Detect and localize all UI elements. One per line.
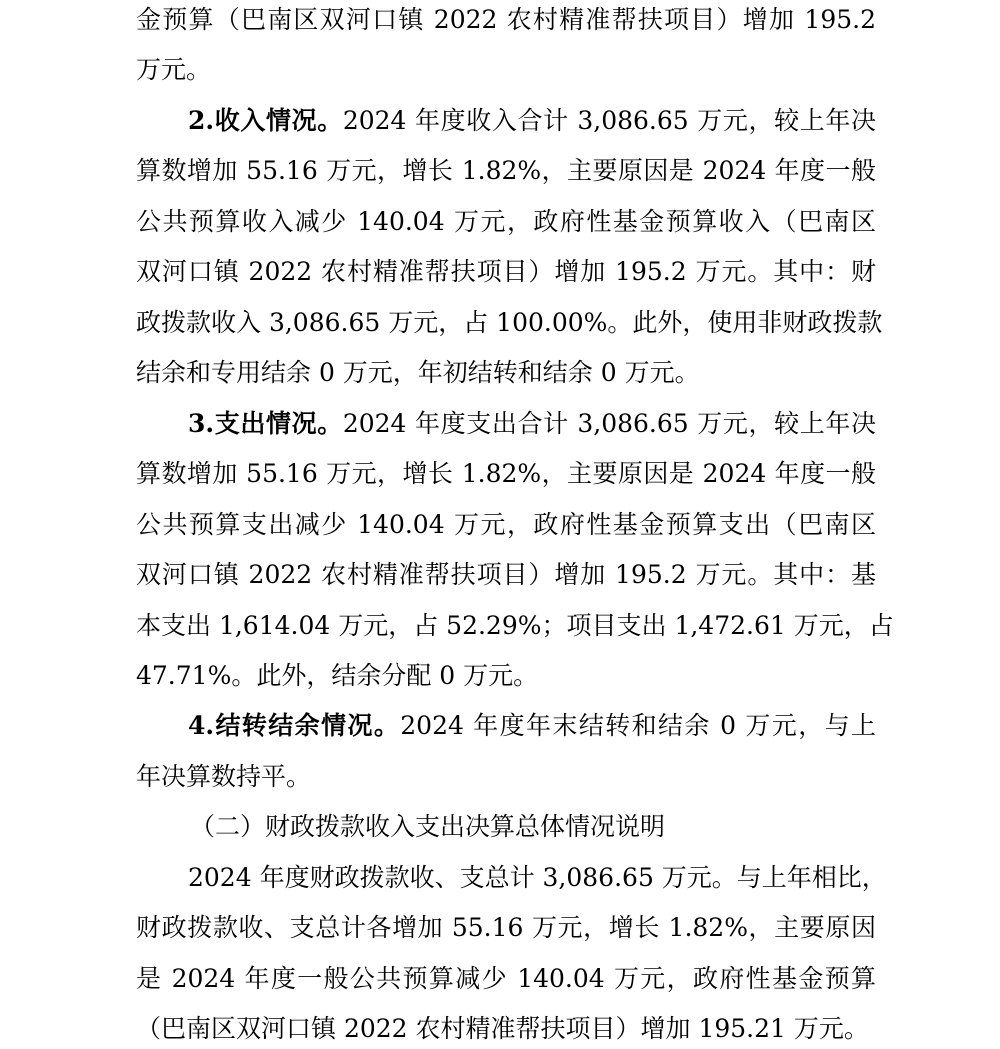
income-heading: 2.收入情况。: [188, 106, 343, 135]
paragraph-line: 算数增加 55.16 万元，增长 1.82%，主要原因是 2024 年度一般: [136, 459, 876, 488]
paragraph-line: 47.71%。此外，结余分配 0 万元。: [136, 661, 539, 690]
paragraph-line: 双河口镇 2022 农村精准帮扶项目）增加 195.2 万元。其中：基: [136, 560, 876, 589]
carryover-heading: 4.结转结余情况。: [188, 711, 401, 740]
paragraph-line: 算数增加 55.16 万元，增长 1.82%，主要原因是 2024 年度一般: [136, 156, 876, 185]
expenditure-paragraph-first-line: [136, 404, 876, 444]
paragraph-line: （巴南区双河口镇 2022 农村精准帮扶项目）增加 195.21 万元。: [136, 1014, 869, 1043]
paragraph-line: 是 2024 年度一般公共预算减少 140.04 万元，政府性基金预算: [136, 964, 876, 993]
paragraph-text: 2024 年度年末结转和结余 0 万元，与上: [400, 711, 876, 740]
income-paragraph-first-line: [136, 101, 876, 141]
paragraph-line: 2024 年度财政拨款收、支总计 3,086.65 万元。与上年相比，: [188, 863, 887, 892]
paragraph-line: 万元。: [136, 55, 212, 84]
paragraph-line: 公共预算收入减少 140.04 万元，政府性基金预算收入（巴南区: [136, 207, 876, 236]
paragraph-line: 本支出 1,614.04 万元，占 52.29%；项目支出 1,472.61 万元，占: [136, 611, 894, 640]
section-heading: （二）财政拨款收入支出决算总体情况说明: [190, 812, 666, 841]
carryover-paragraph-first-line: [136, 706, 876, 746]
paragraph-line: 公共预算支出减少 140.04 万元，政府性基金预算支出（巴南区: [136, 510, 876, 539]
paragraph-line: 财政拨款收、支总计各增加 55.16 万元，增长 1.82%，主要原因: [136, 913, 876, 942]
paragraph-text: 2024 年度收入合计 3,086.65 万元，较上年决: [342, 106, 876, 135]
paragraph-line: 结余和专用结余 0 万元，年初结转和结余 0 万元。: [136, 358, 700, 387]
paragraph-line: 双河口镇 2022 农村精准帮扶项目）增加 195.2 万元。其中：财: [136, 257, 876, 286]
expenditure-heading: 3.支出情况。: [188, 409, 343, 438]
paragraph-line: 年决算数持平。: [136, 762, 312, 791]
paragraph-line: 政拨款收入 3,086.65 万元，占 100.00%。此外，使用非财政拨款: [136, 308, 883, 337]
paragraph-text: 2024 年度支出合计 3,086.65 万元，较上年决: [342, 409, 876, 438]
paragraph-line: 金预算（巴南区双河口镇 2022 农村精准帮扶项目）增加 195.2: [136, 5, 876, 34]
